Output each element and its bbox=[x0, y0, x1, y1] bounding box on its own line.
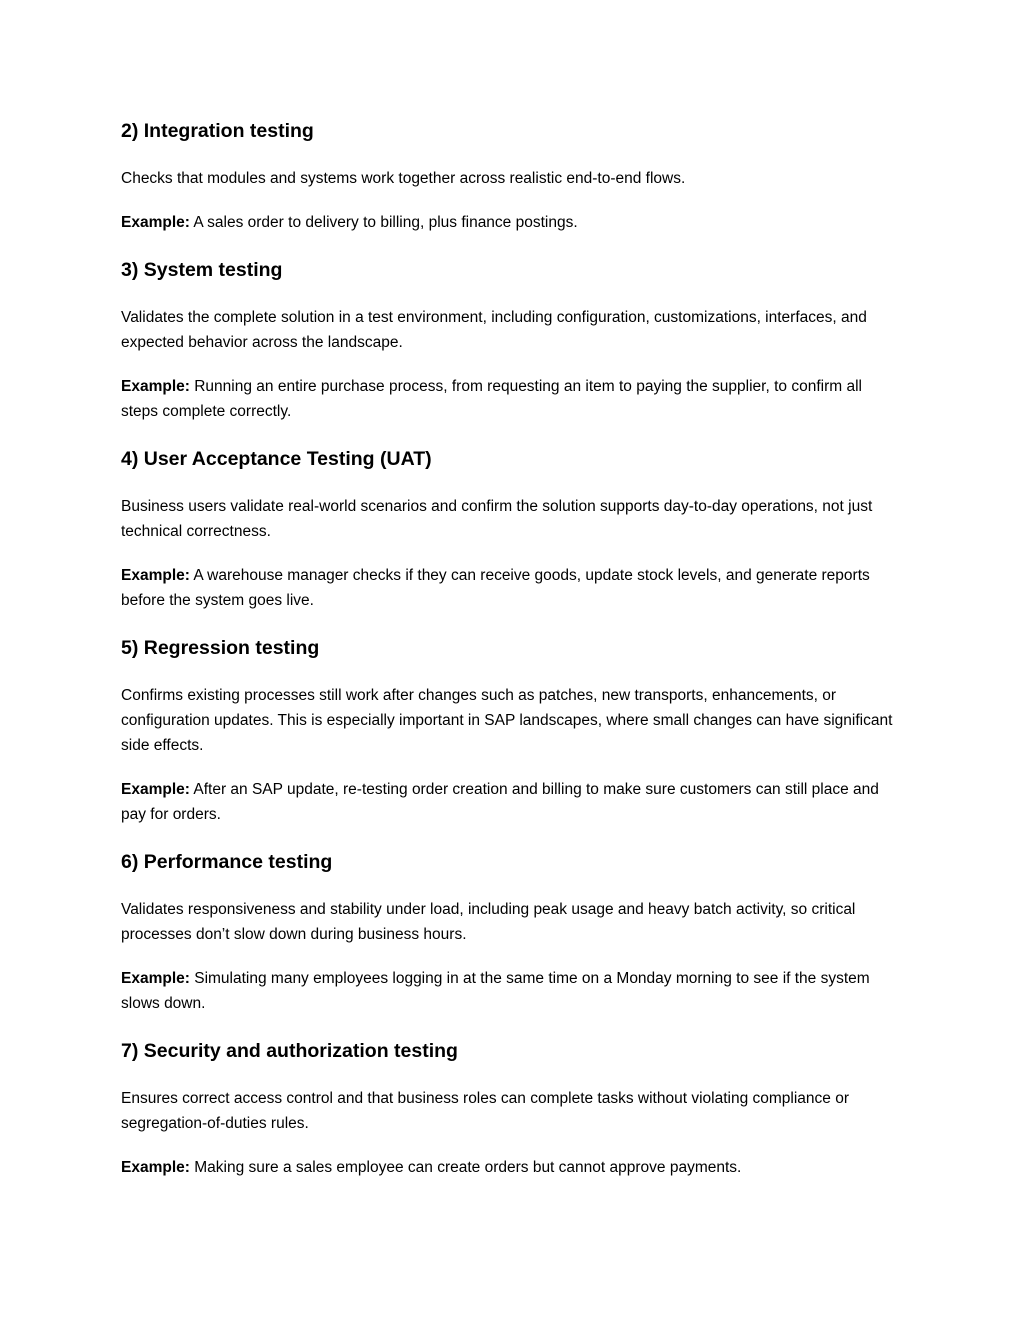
document-content bbox=[121, 0, 903, 1199]
section-example bbox=[121, 777, 903, 827]
section-description: Ensures correct access control and that business roles can complete tasks without violating compliance or segregation-of-duties rules. bbox=[121, 1090, 849, 1132]
section-regression-testing bbox=[121, 635, 903, 827]
section-description: Business users validate real-world scenarios and confirm the solution supports day-to-day operations, not just technical correctness. bbox=[121, 498, 873, 540]
example-text: Running an entire purchase process, from requesting an item to paying the supplier, to confirm all steps complete correctly. bbox=[121, 378, 862, 420]
section-example bbox=[121, 966, 903, 1016]
example-text: A warehouse manager checks if they can receive goods, update stock levels, and generate reports before the system goes live. bbox=[121, 567, 870, 609]
section-heading: 2) Integration testing bbox=[121, 120, 314, 142]
section-security-authorization-testing bbox=[121, 1038, 903, 1180]
example-label: Example: bbox=[121, 567, 190, 584]
section-description: Validates the complete solution in a test environment, including configuration, customizations, interfaces, and expected behavior across the landscape. bbox=[121, 309, 867, 351]
section-performance-testing bbox=[121, 849, 903, 1016]
example-text: Making sure a sales employee can create orders but cannot approve payments. bbox=[194, 1159, 742, 1176]
example-label: Example: bbox=[121, 781, 190, 798]
section-heading: 4) User Acceptance Testing (UAT) bbox=[121, 448, 432, 470]
section-heading: 3) System testing bbox=[121, 259, 283, 281]
section-example bbox=[121, 563, 903, 613]
section-heading: 5) Regression testing bbox=[121, 637, 320, 659]
section-heading: 6) Performance testing bbox=[121, 851, 333, 873]
section-description: Checks that modules and systems work together across realistic end-to-end flows. bbox=[121, 170, 686, 187]
section-example bbox=[121, 210, 903, 235]
section-example bbox=[121, 1155, 903, 1180]
section-integration-testing bbox=[121, 118, 903, 235]
example-label: Example: bbox=[121, 214, 190, 231]
example-label: Example: bbox=[121, 1159, 190, 1176]
section-description: Validates responsiveness and stability under load, including peak usage and heavy batch activity, so critical processes don’t slow down during business hours. bbox=[121, 901, 856, 943]
section-user-acceptance-testing bbox=[121, 446, 903, 613]
section-system-testing bbox=[121, 257, 903, 424]
section-example bbox=[121, 374, 903, 424]
example-label: Example: bbox=[121, 970, 190, 987]
example-text: A sales order to delivery to billing, plus finance postings. bbox=[193, 214, 578, 231]
section-description: Confirms existing processes still work after changes such as patches, new transports, enhancements, or configuration updates. This is especially important in SAP landscapes, where small changes can have significant side effects. bbox=[121, 687, 893, 754]
example-label: Example: bbox=[121, 378, 190, 395]
example-text: After an SAP update, re-testing order creation and billing to make sure customers can still place and pay for orders. bbox=[121, 781, 879, 823]
section-heading: 7) Security and authorization testing bbox=[121, 1040, 458, 1062]
example-text: Simulating many employees logging in at the same time on a Monday morning to see if the system slows down. bbox=[121, 970, 870, 1012]
